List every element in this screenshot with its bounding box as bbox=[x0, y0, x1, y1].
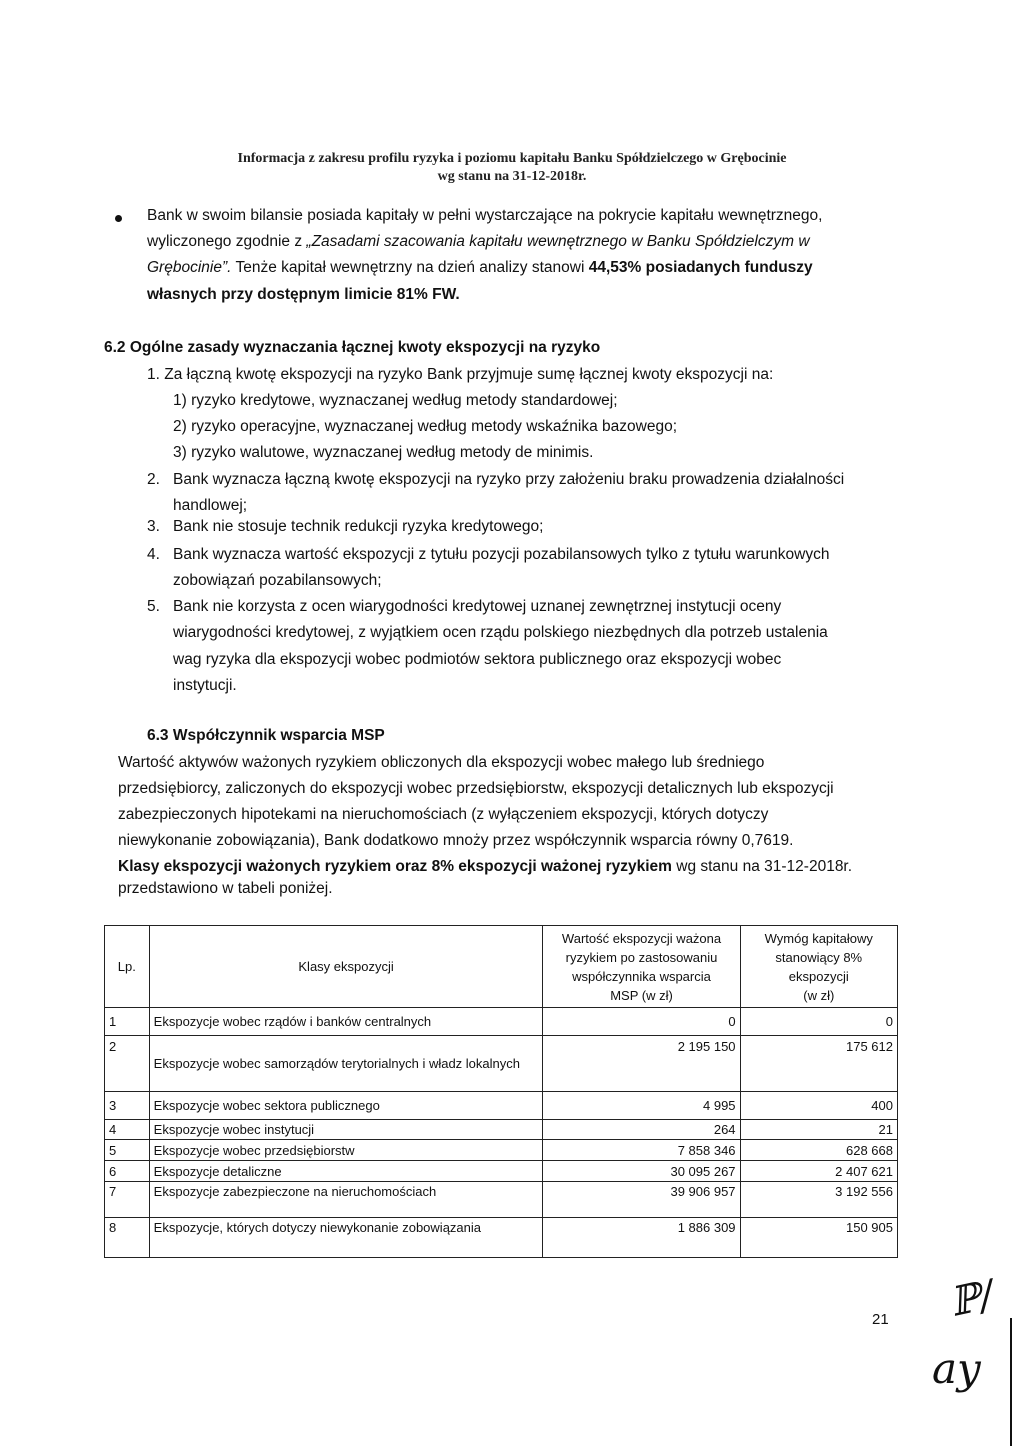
document-header-title: Informacja z zakresu profilu ryzyka i poziomu kapitału Banku Spółdzielczego w Grębocinie bbox=[237, 151, 787, 166]
cell-lp: 2 bbox=[105, 1036, 150, 1092]
col-header-wymog-line-4: (w zł) bbox=[803, 987, 835, 1003]
bullet-line-3 bbox=[147, 259, 813, 277]
col-header-lp: Lp. bbox=[105, 926, 150, 1008]
cell-wartosc: 39 906 957 bbox=[543, 1182, 740, 1218]
section-6-3-para-line-3: zabezpieczonych hipotekami na nieruchomościach (z wyłączeniem ekspozycji, których dotyczy bbox=[118, 806, 769, 823]
section-6-2-item-5-line-2: wiarygodności kredytowej, z wyjątkiem ocen rządu polskiego niezbędnych dla potrzeb ustalenia bbox=[173, 624, 828, 641]
section-6-2-item-2-number: 2. bbox=[147, 471, 160, 488]
col-header-wymog bbox=[740, 926, 897, 1008]
cell-wartosc: 0 bbox=[543, 1008, 740, 1036]
section-6-2-sub-2: 2) ryzyko operacyjne, wyznaczanej według metody wskaźnika bazowego; bbox=[173, 418, 677, 435]
section-6-2-item-4-number: 4. bbox=[147, 546, 160, 563]
section-6-3-para-line-2: przedsiębiorcy, zaliczonych do ekspozycji wobec przedsiębiorstw, ekspozycji detalicznych lub ekspozycji bbox=[118, 780, 834, 797]
cell-wymog: 628 668 bbox=[740, 1140, 897, 1161]
col-header-wymog-line-1: Wymóg kapitałowy bbox=[764, 930, 873, 946]
bullet-line-2-plain: wyliczonego zgodnie z bbox=[147, 233, 307, 250]
bullet-line-3-bold: 44,53% posiadanych funduszy bbox=[588, 259, 813, 276]
table-row bbox=[105, 1140, 898, 1161]
section-6-2-item-5-line-1: Bank nie korzysta z ocen wiarygodności kredytowej uznanej zewnętrznej instytucji oceny bbox=[173, 598, 782, 615]
col-header-klasy: Klasy ekspozycji bbox=[149, 926, 543, 1008]
col-header-wartosc-line-4: MSP (w zł) bbox=[610, 987, 673, 1003]
bullet-line-2 bbox=[147, 233, 810, 251]
cell-lp: 5 bbox=[105, 1140, 150, 1161]
cell-klasa: Ekspozycje, których dotyczy niewykonanie zobowiązania bbox=[149, 1218, 543, 1258]
table-row bbox=[105, 1218, 898, 1258]
cell-wymog: 175 612 bbox=[740, 1036, 897, 1092]
cell-wartosc: 264 bbox=[543, 1120, 740, 1140]
section-6-2-item-5-number: 5. bbox=[147, 598, 160, 615]
cell-klasa: Ekspozycje wobec instytucji bbox=[149, 1120, 543, 1140]
cell-klasa: Ekspozycje wobec sektora publicznego bbox=[149, 1092, 543, 1120]
cell-lp: 4 bbox=[105, 1120, 150, 1140]
document-header-date: wg stanu na 31-12-2018r. bbox=[437, 169, 587, 184]
col-header-wymog-line-3: ekspozycji bbox=[788, 968, 849, 984]
col-header-wartosc-line-2: ryzykiem po zastosowaniu bbox=[565, 949, 718, 965]
bullet-line-4: własnych przy dostępnym limicie 81% FW. bbox=[147, 286, 460, 303]
col-header-wartosc-line-3: współczynnika wsparcia bbox=[572, 968, 711, 984]
cell-lp: 3 bbox=[105, 1092, 150, 1120]
page-edge-line bbox=[1010, 1318, 1012, 1446]
section-6-2-sub-3: 3) ryzyko walutowe, wyznaczanej według metody de minimis. bbox=[173, 444, 594, 461]
cell-wartosc: 30 095 267 bbox=[543, 1161, 740, 1182]
bullet-dot bbox=[115, 215, 122, 222]
table-row bbox=[105, 1008, 898, 1036]
cell-wartosc: 2 195 150 bbox=[543, 1036, 740, 1092]
bullet-line-3-italic: Grębocinie”. bbox=[147, 259, 232, 276]
signature-initials-2: ay bbox=[932, 1344, 981, 1393]
bullet-line-3-plain: Tenże kapitał wewnętrzny na dzień analizy stanowi bbox=[231, 259, 589, 276]
cell-lp: 7 bbox=[105, 1182, 150, 1218]
table-header-row bbox=[105, 926, 898, 1008]
section-6-3-classes-rest: wg stanu na 31-12-2018r. bbox=[671, 858, 853, 875]
col-header-wartosc-line-1: Wartość ekspozycji ważona bbox=[561, 930, 722, 946]
col-header-wymog-line-2: stanowiący 8% bbox=[775, 949, 863, 965]
cell-lp: 8 bbox=[105, 1218, 150, 1258]
section-6-2-item-2-line-2: handlowej; bbox=[173, 497, 248, 514]
section-6-3-classes-bold: Klasy ekspozycji ważonych ryzykiem oraz 8% ekspozycji ważonej ryzykiem bbox=[118, 858, 672, 875]
cell-lp: 1 bbox=[105, 1008, 150, 1036]
cell-wymog: 3 192 556 bbox=[740, 1182, 897, 1218]
cell-wymog: 2 407 621 bbox=[740, 1161, 897, 1182]
cell-klasa: Ekspozycje wobec rządów i banków centralnych bbox=[149, 1008, 543, 1036]
cell-wartosc: 4 995 bbox=[543, 1092, 740, 1120]
cell-wymog: 150 905 bbox=[740, 1218, 897, 1258]
col-header-wartosc bbox=[543, 926, 740, 1008]
section-6-2-item-3-number: 3. bbox=[147, 518, 160, 535]
cell-wartosc: 7 858 346 bbox=[543, 1140, 740, 1161]
cell-klasa: Ekspozycje detaliczne bbox=[149, 1161, 543, 1182]
section-6-2-item-2-line-1: Bank wyznacza łączną kwotę ekspozycji na ryzyko przy założeniu braku prowadzenia działalności bbox=[173, 471, 845, 488]
table-row bbox=[105, 1036, 898, 1092]
exposure-table bbox=[104, 925, 898, 1258]
table-row bbox=[105, 1120, 898, 1140]
section-6-2-title: 6.2 Ogólne zasady wyznaczania łącznej kwoty ekspozycji na ryzyko bbox=[104, 339, 601, 356]
cell-klasa: Ekspozycje zabezpieczone na nieruchomościach bbox=[149, 1182, 543, 1218]
page-number: 21 bbox=[872, 1311, 889, 1328]
section-6-3-para-line-1: Wartość aktywów ważonych ryzykiem obliczonych dla ekspozycji wobec małego lub średniego bbox=[118, 754, 765, 771]
table-row bbox=[105, 1161, 898, 1182]
section-6-2-item-1: 1. Za łączną kwotę ekspozycji na ryzyko Bank przyjmuje sumę łącznej kwoty ekspozycji na: bbox=[147, 366, 774, 383]
section-6-3-para-line-4: niewykonanie zobowiązania), Bank dodatkowo mnoży przez współczynnik wsparcia równy 0,7619. bbox=[118, 832, 794, 849]
section-6-2-item-4-line-2: zobowiązań pozabilansowych; bbox=[173, 572, 382, 589]
section-6-2-item-5-line-3: wag ryzyka dla ekspozycji wobec podmiotów sektora publicznego oraz ekspozycji wobec bbox=[173, 651, 782, 668]
cell-wymog: 400 bbox=[740, 1092, 897, 1120]
section-6-3-classes-line-2: przedstawiono w tabeli poniżej. bbox=[118, 880, 333, 897]
bullet-line-1: Bank w swoim bilansie posiada kapitały w pełni wystarczające na pokrycie kapitału wewnętrznego, bbox=[147, 207, 823, 224]
table-row bbox=[105, 1092, 898, 1120]
section-6-2-item-5-line-4: instytucji. bbox=[173, 677, 237, 694]
cell-wymog: 0 bbox=[740, 1008, 897, 1036]
signature-initials-1: ℙ/ bbox=[945, 1271, 998, 1327]
cell-klasa: Ekspozycje wobec samorządów terytorialnych i władz lokalnych bbox=[149, 1036, 543, 1092]
cell-lp: 6 bbox=[105, 1161, 150, 1182]
section-6-2-item-4-line-1: Bank wyznacza wartość ekspozycji z tytułu pozycji pozabilansowych tylko z tytułu warunkowych bbox=[173, 546, 830, 563]
table-row bbox=[105, 1182, 898, 1218]
section-6-3-title: 6.3 Współczynnik wsparcia MSP bbox=[147, 727, 385, 744]
bullet-line-2-italic: „Zasadami szacowania kapitału wewnętrznego w Banku Spółdzielczym w bbox=[306, 233, 810, 250]
section-6-2-item-3: Bank nie stosuje technik redukcji ryzyka kredytowego; bbox=[173, 518, 544, 535]
section-6-3-classes-line-1 bbox=[118, 858, 852, 876]
cell-wymog: 21 bbox=[740, 1120, 897, 1140]
cell-wartosc: 1 886 309 bbox=[543, 1218, 740, 1258]
cell-klasa: Ekspozycje wobec przedsiębiorstw bbox=[149, 1140, 543, 1161]
section-6-2-sub-1: 1) ryzyko kredytowe, wyznaczanej według metody standardowej; bbox=[173, 392, 618, 409]
